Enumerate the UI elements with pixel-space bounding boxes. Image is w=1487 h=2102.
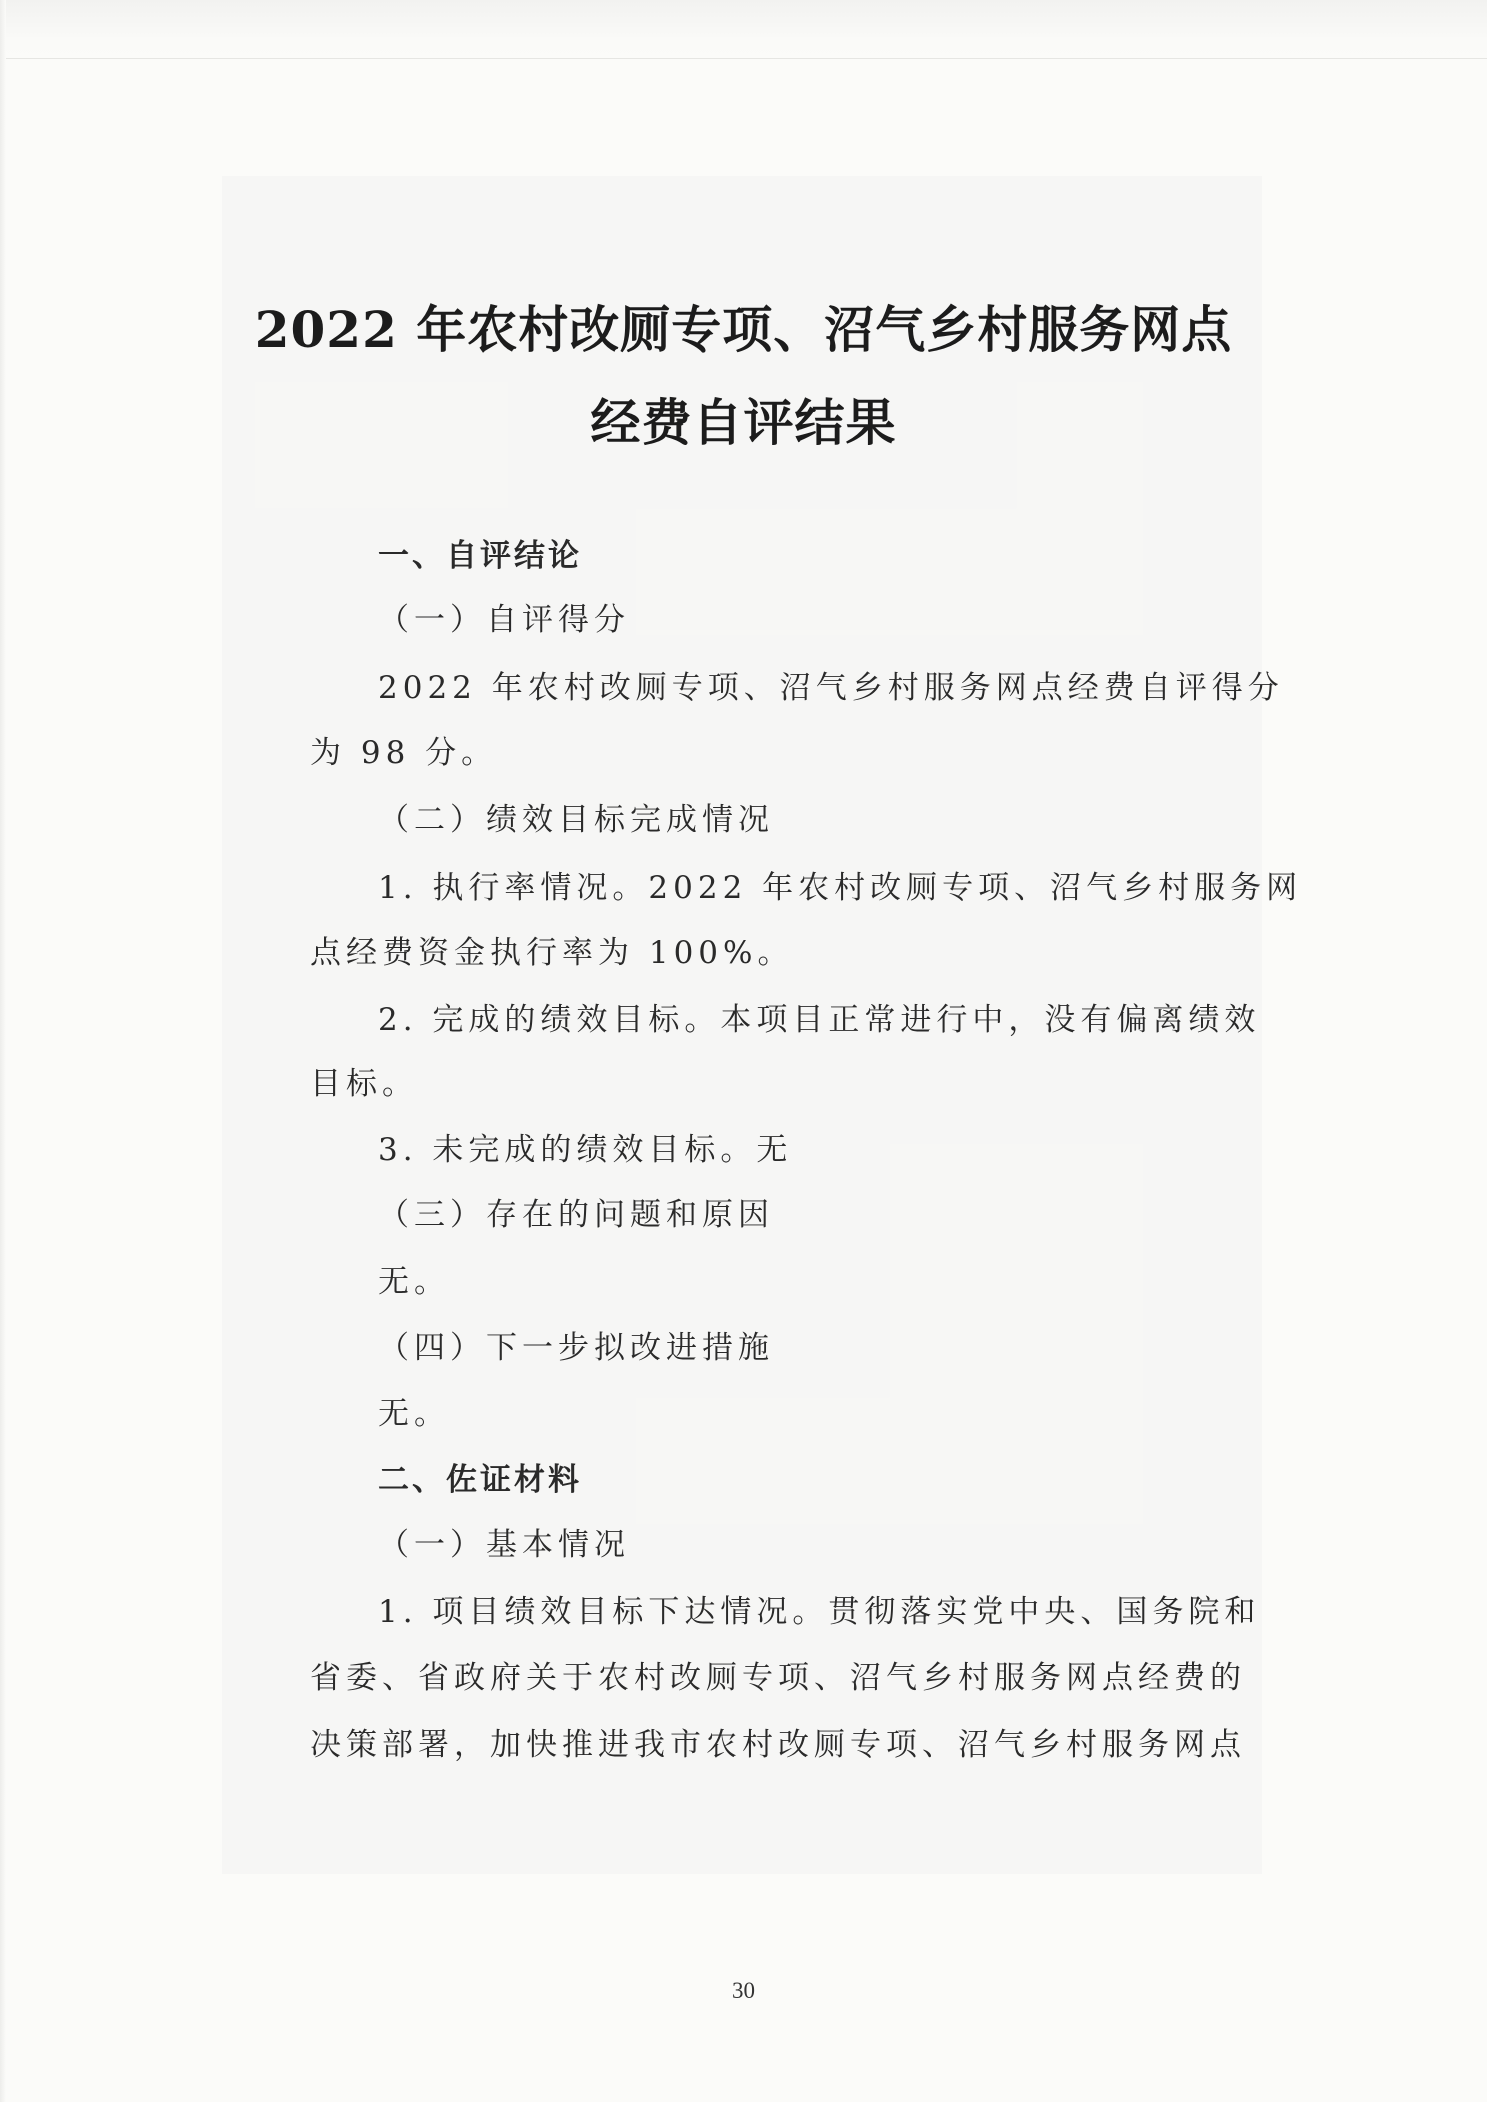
document-title-line-1: 2022 年农村改厕专项、沼气乡村服务网点: [254, 300, 1233, 359]
section-heading-conclusion: 一、自评结论: [378, 538, 582, 574]
paragraph-line: 决策部署，加快推进我市农村改厕专项、沼气乡村服务网点: [310, 1727, 1246, 1763]
paragraph-line: 无。: [378, 1264, 450, 1300]
subheading-score: （一）自评得分: [378, 602, 630, 638]
paragraph-line: 无。: [378, 1396, 450, 1432]
page-number: 30: [732, 1978, 755, 2003]
paragraph-line: 2022 年农村改厕专项、沼气乡村服务网点经费自评得分: [378, 670, 1284, 706]
paragraph-line: 省委、省政府关于农村改厕专项、沼气乡村服务网点经费的: [310, 1660, 1246, 1696]
subheading-improvements: （四）下一步拟改进措施: [378, 1330, 774, 1366]
paragraph-line: 目标。: [310, 1066, 418, 1102]
section-heading-evidence: 二、佐证材料: [378, 1462, 582, 1498]
paragraph-line: 3. 未完成的绩效目标。无: [378, 1132, 793, 1168]
subheading-basic-info: （一）基本情况: [378, 1527, 630, 1563]
paragraph-line: 为 98 分。: [310, 735, 498, 771]
paragraph-line: 1. 项目绩效目标下达情况。贯彻落实党中央、国务院和: [378, 1594, 1261, 1630]
paragraph-line: 点经费资金执行率为 100%。: [310, 935, 794, 971]
subheading-performance: （二）绩效目标完成情况: [378, 802, 774, 838]
subheading-problems: （三）存在的问题和原因: [378, 1197, 774, 1233]
document-title-line-2: 经费自评结果: [590, 393, 897, 452]
scan-top-band: [0, 0, 1487, 59]
paragraph-line: 1. 执行率情况。2022 年农村改厕专项、沼气乡村服务网: [378, 870, 1303, 906]
paragraph-line: 2. 完成的绩效目标。本项目正常进行中，没有偏离绩效: [378, 1002, 1261, 1038]
